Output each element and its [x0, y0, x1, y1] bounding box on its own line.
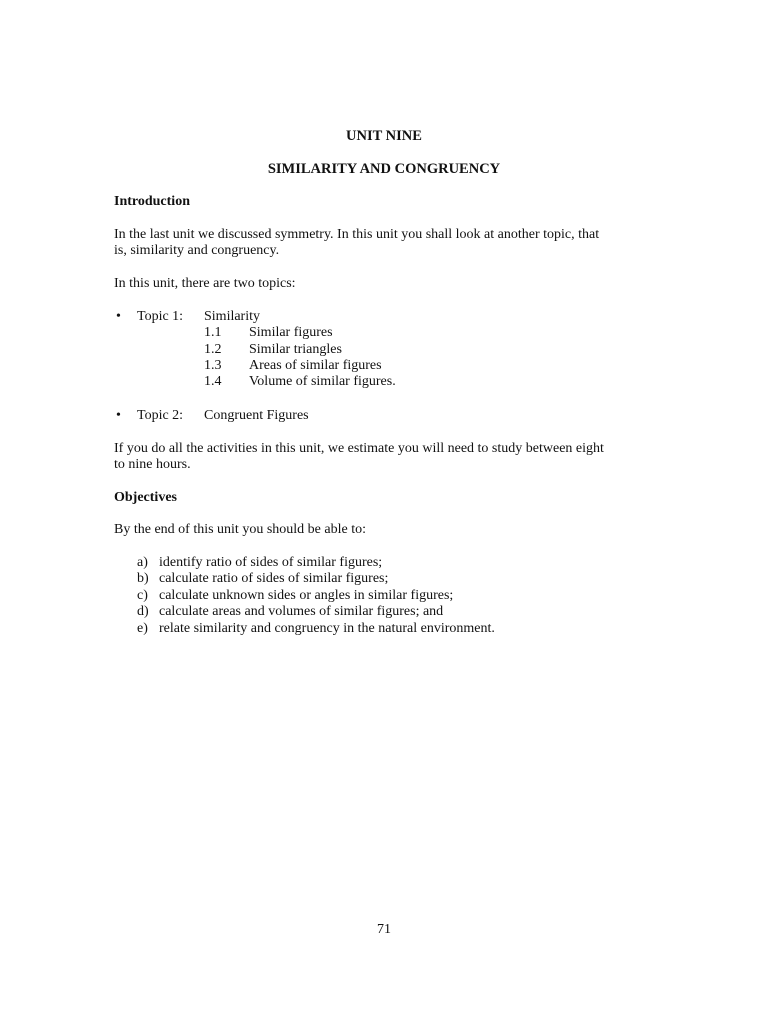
topics-intro: In this unit, there are two topics: — [114, 276, 296, 291]
intro-paragraph-line-2: is, similarity and congruency. — [114, 243, 280, 258]
objective-letter: e) — [137, 621, 148, 636]
subtopic-title: Areas of similar figures — [249, 358, 382, 373]
objective-letter: b) — [137, 571, 149, 586]
subtopic-title: Similar triangles — [249, 342, 342, 357]
subtopic-title: Volume of similar figures. — [249, 374, 396, 389]
topic-2-label: Topic 2: — [137, 408, 184, 423]
subtopic-number: 1.2 — [204, 342, 222, 357]
objective-text: calculate ratio of sides of similar figures; — [159, 571, 389, 586]
intro-paragraph-line-1: In the last unit we discussed symmetry. In this unit you shall look at another topic, that — [114, 227, 600, 242]
subtopic-number: 1.4 — [204, 374, 222, 389]
objectives-heading: Objectives — [114, 490, 177, 505]
study-time-line-2: to nine hours. — [114, 457, 191, 472]
objective-letter: d) — [137, 604, 149, 619]
objective-text: identify ratio of sides of similar figures; — [159, 555, 383, 570]
topic-1-label: Topic 1: — [137, 309, 184, 324]
topic-2-title: Congruent Figures — [204, 408, 309, 423]
page-number: 71 — [377, 922, 391, 937]
topic-1-title: Similarity — [204, 309, 260, 324]
subtopic-title: Similar figures — [249, 325, 333, 340]
unit-label: UNIT NINE — [346, 128, 422, 144]
objective-letter: a) — [137, 555, 148, 570]
objective-letter: c) — [137, 588, 148, 603]
bullet-topic-1: • — [116, 309, 121, 324]
subtopic-number: 1.1 — [204, 325, 222, 340]
objective-text: calculate areas and volumes of similar figures; and — [159, 604, 444, 619]
objective-text: calculate unknown sides or angles in similar figures; — [159, 588, 454, 603]
objective-text: relate similarity and congruency in the natural environment. — [159, 621, 495, 636]
introduction-heading: Introduction — [114, 194, 190, 209]
unit-title: SIMILARITY AND CONGRUENCY — [267, 161, 501, 177]
study-time-line-1: If you do all the activities in this unit, we estimate you will need to study between eight — [114, 441, 604, 456]
bullet-topic-2: • — [116, 408, 121, 423]
subtopic-number: 1.3 — [204, 358, 222, 373]
objectives-intro: By the end of this unit you should be able to: — [114, 522, 366, 537]
